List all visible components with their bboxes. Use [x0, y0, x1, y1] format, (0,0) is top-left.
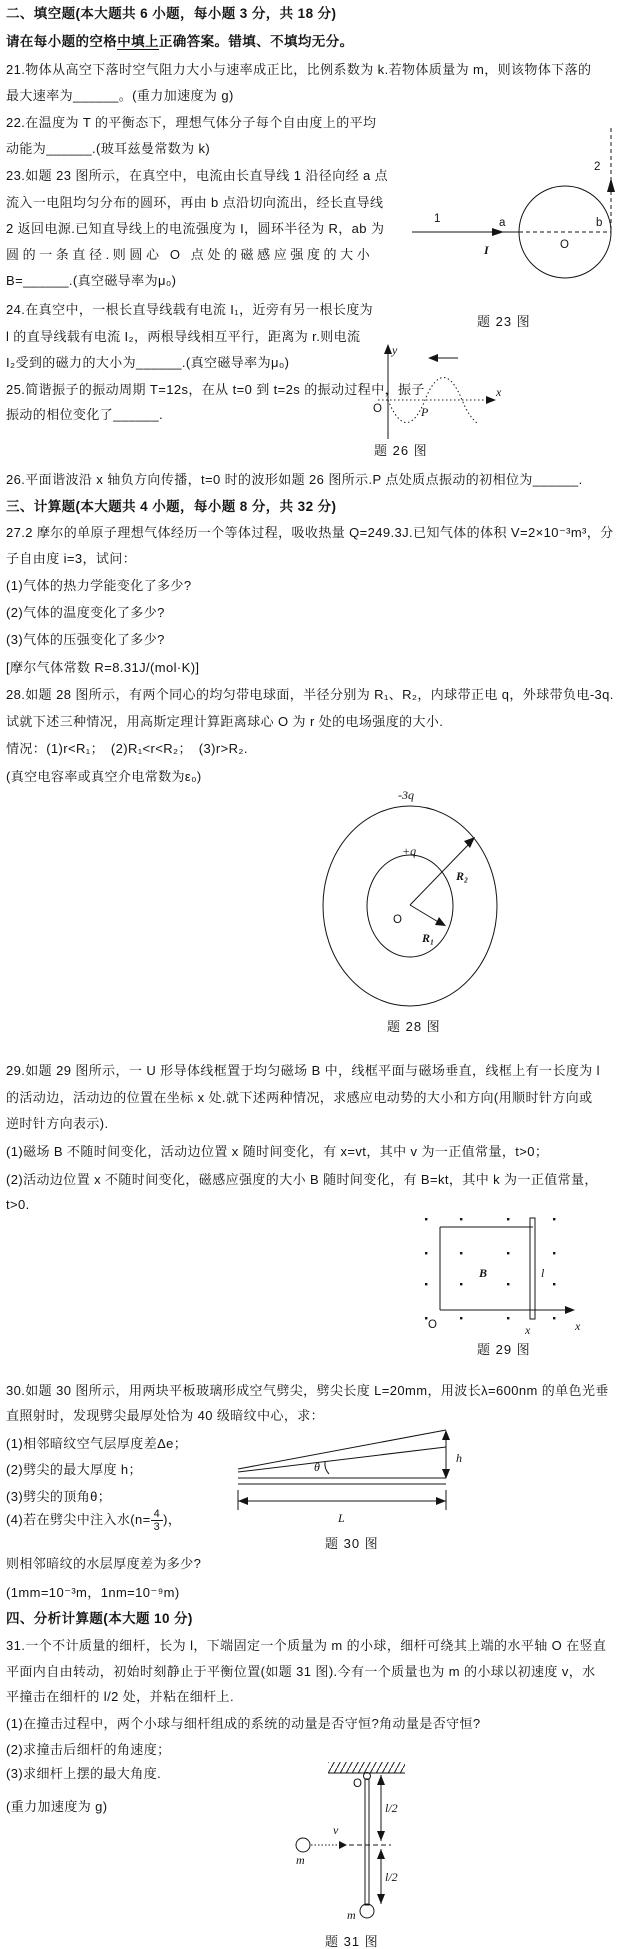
text-line: (真空电容率或真空介电常数为ε₀)	[6, 769, 202, 784]
text-line: 动能为______.(玻耳兹曼常数为 k)	[6, 141, 211, 156]
text-line: 逆时针方向表示).	[6, 1116, 109, 1131]
inner-charge-label: +q	[402, 844, 417, 858]
text-line: l 的直导线载有电流 I₂，两根导线相互平行，距离为 r.则电流	[6, 329, 361, 344]
text-line: (2)求撞击后细杆的角速度；	[6, 1742, 171, 1757]
lower-dim-arrow-top	[377, 1849, 385, 1859]
point-a-label: a	[499, 217, 506, 229]
text-line: 23.如题 23 图所示，在真空中，电流由长直导线 1 沿径向经 a 点	[6, 168, 389, 183]
text-line: (1)在撞击过程中，两个小球与细杆组成的系统的动量是否守恒?角动量是否守恒?	[6, 1716, 481, 1731]
instruction-line	[6, 34, 354, 50]
text-line: 31.一个不计质量的细杆，长为 l，下端固定一个质量为 m 的小球，细杆可绕其上端的水平轴 O 在竖直	[6, 1638, 607, 1653]
figure-23	[400, 118, 628, 318]
figure-28	[312, 782, 512, 1017]
text-line: 29.如题 29 图所示，一 U 形导体线框置于均匀磁场 B 中，线框平面与磁场垂直，线框上有一长度为 l	[6, 1063, 600, 1078]
text-line: (1mm=10⁻³m，1nm=10⁻⁹m)	[6, 1585, 180, 1600]
h-label: h	[456, 1451, 462, 1465]
wire-2-label: 2	[594, 161, 601, 173]
instruction-underlined: 中填上	[117, 34, 159, 49]
radius-r2-label: R₂	[456, 869, 469, 883]
figure-23-caption: 题 23 图	[477, 314, 531, 329]
text-line: (2)活动边位置 x 不随时间变化，磁感应强度的大小 B 随时间变化，有 B=kt，其中 k 为一正值常量，	[6, 1172, 598, 1187]
rod-position-label: x	[525, 1323, 531, 1337]
origin-label: O	[428, 1319, 437, 1331]
x-label: x	[496, 385, 502, 399]
l-arrow-left	[238, 1497, 248, 1505]
text-line: t>0.	[6, 1197, 30, 1212]
outer-charge-label: -3q	[398, 788, 414, 802]
text-line: 二、填空题(本大题共 6 小题，每小题 3 分，共 18 分)	[6, 6, 337, 21]
l-label: L	[338, 1511, 345, 1525]
text-line: (2)劈尖的最大厚度 h；	[6, 1462, 142, 1477]
wire-2-arrow	[607, 178, 615, 192]
figure-28-drawing	[312, 782, 512, 1017]
text-line: (3)求细杆上摆的最大角度.	[6, 1766, 162, 1781]
figure-26-caption: 题 26 图	[374, 443, 428, 458]
current-i-label: I	[484, 243, 489, 257]
outer-sphere	[323, 806, 497, 1006]
figure-26-drawing	[368, 342, 518, 442]
text-line: 26.平面谐波沿 x 轴负方向传播，t=0 时的波形如题 26 图所示.P 点处质点振动的初相位为______.	[6, 472, 583, 487]
x-axis-label: x	[575, 1319, 581, 1333]
wave-curve	[388, 378, 478, 425]
text-line: B=______.(真空磁导率为μ₀)	[6, 273, 177, 288]
figure-28-caption: 题 28 图	[387, 1019, 441, 1034]
figure-30-caption: 题 30 图	[325, 1536, 379, 1551]
figure-29-caption: 题 29 图	[477, 1342, 531, 1357]
top-plate-lower	[238, 1447, 446, 1472]
text-line: 直照射时，发现劈尖最厚处恰为 40 级暗纹中心，求：	[6, 1408, 325, 1423]
lower-length-label: l/2	[385, 1870, 398, 1884]
inner-sphere	[367, 855, 453, 957]
radius-r1-line	[410, 905, 440, 923]
upper-length-label: l/2	[385, 1801, 398, 1815]
text-line: (2)气体的温度变化了多少?	[6, 605, 165, 620]
fraction-numerator: 4	[151, 1508, 164, 1521]
ceiling-hatch	[328, 1762, 405, 1773]
text-line: [摩尔气体常数 R=8.31J/(mol·K)]	[6, 660, 200, 675]
figure-30-drawing	[228, 1422, 478, 1530]
text-line: 25.简谐振子的振动周期 T=12s，在从 t=0 到 t=2s 的振动过程中，振子	[6, 382, 425, 397]
text-line: 24.在真空中，一根长直导线载有电流 I₁，近旁有另一根长度为	[6, 302, 374, 317]
current-arrow	[492, 228, 504, 236]
rod-ball-mass-label: m	[347, 1908, 356, 1922]
x-axis-arrow	[486, 396, 496, 404]
theta-label: θ	[314, 1460, 320, 1474]
text-line: 27.2 摩尔的单原子理想气体经历一个等体过程，吸收热量 Q=249.3J.已知气体的体积 V=2×10⁻³m³，分	[6, 525, 614, 540]
text-line: 三、计算题(本大题共 4 小题，每小题 8 分，共 32 分)	[6, 499, 337, 514]
fraction-4-3	[151, 1508, 164, 1533]
figure-31	[283, 1757, 423, 1932]
text-line: 子自由度 i=3，试问：	[6, 551, 137, 566]
y-label: y	[392, 343, 398, 357]
angle-arc	[325, 1462, 329, 1474]
upper-dim-arrow-top	[377, 1775, 385, 1785]
text-line: 流入一电阻均匀分布的圆环，再由 b 点沿切向流出，经长直导线	[6, 195, 384, 210]
instruction-post: 正确答案。错填、不填均无分。	[158, 34, 354, 49]
radius-r2-arrow	[464, 837, 475, 848]
radius-r1-label: R₁	[422, 931, 435, 945]
text-line: (重力加速度为 g)	[6, 1799, 108, 1814]
figure-29-drawing	[413, 1203, 593, 1343]
figure-31-caption: 题 31 图	[325, 1934, 379, 1949]
text-line: (3)气体的压强变化了多少?	[6, 632, 165, 647]
top-plate-upper	[238, 1430, 446, 1469]
instruction-pre: 请在每小题的空格	[6, 34, 118, 49]
y-axis-arrow	[384, 344, 392, 354]
x-axis-arrow	[565, 1306, 575, 1314]
text-line: 四、分析计算题(本大题 10 分)	[6, 1611, 193, 1626]
h-arrow-up	[442, 1430, 450, 1440]
figure-26	[368, 342, 518, 442]
text-line: (1)磁场 B 不随时间变化，活动边位置 x 随时间变化，有 x=vt，其中 v 为一正值常量，t>0；	[6, 1144, 549, 1159]
text-line: (3)劈尖的顶角θ；	[6, 1489, 112, 1504]
text-line: 28.如题 28 图所示，有两个同心的均匀带电球面，半径分别为 R₁、R₂，内球带正电 q，外球带负电-3q.	[6, 687, 614, 702]
point-b-label: b	[596, 217, 603, 229]
text-line: 的活动边，活动边的位置在坐标 x 处.就下述两种情况，求感应电动势的大小和方向(用顺时针方向或	[6, 1090, 593, 1105]
figure-30	[228, 1422, 478, 1530]
text-line: 试就下述三种情况，用高斯定理计算距离球心 O 为 r 处的电场强度的大小.	[6, 714, 444, 729]
l-arrow-right	[436, 1497, 446, 1505]
text-line: 平面内自由转动，初始时刻静止于平衡位置(如题 31 图).今有一个质量也为 m 的小球以初速度 v，水	[6, 1664, 596, 1679]
center-o-label: O	[393, 914, 402, 926]
field-dots	[425, 1218, 555, 1319]
q30-sub4-line	[6, 1508, 181, 1533]
rod-ball	[360, 1904, 374, 1918]
text-line: I₂受到的磁力的大小为______.(真空磁导率为μ₀)	[6, 355, 290, 370]
incoming-ball	[296, 1838, 310, 1852]
velocity-label: v	[333, 1823, 339, 1837]
pivot-o	[364, 1773, 371, 1780]
velocity-arrow	[339, 1841, 347, 1849]
propagation-arrow	[428, 354, 438, 362]
fraction-denominator: 3	[153, 1521, 161, 1534]
rod-length-label: l	[541, 1266, 545, 1280]
figure-31-drawing	[283, 1757, 423, 1932]
figure-23-drawing	[400, 118, 628, 318]
q30-frac-pre: (4)若在劈尖中注入水(n=	[6, 1512, 151, 1528]
point-p-label: P	[421, 405, 429, 419]
pivot-o-label: O	[353, 1778, 362, 1790]
q30-frac-post: )，	[163, 1512, 182, 1528]
text-line: (1)相邻暗纹空气层厚度差Δe；	[6, 1436, 188, 1451]
lower-dim-arrow-bottom	[377, 1894, 385, 1904]
text-line: 振动的相位变化了______.	[6, 407, 163, 422]
center-o-label: O	[560, 239, 569, 251]
figure-29	[413, 1203, 593, 1343]
upper-dim-arrow-bottom	[377, 1831, 385, 1841]
ball-mass-label: m	[296, 1853, 305, 1867]
rod	[365, 1779, 369, 1905]
text-line: 2 返回电源.已知直导线上的电流强度为 I，圆环半径为 R，ab 为	[6, 221, 385, 236]
wire-1-label: 1	[434, 213, 441, 225]
text-line: (1)气体的热力学能变化了多少?	[6, 578, 192, 593]
origin-label: O	[373, 403, 382, 415]
text-line: 圆的一条直径.则圆心 O 点处的磁感应强度的大小	[6, 247, 374, 262]
sliding-rod	[530, 1218, 535, 1319]
text-line: 则相邻暗纹的水层厚度差为多少?	[6, 1556, 202, 1571]
text-line: 22.在温度为 T 的平衡态下，理想气体分子每个自由度上的平均	[6, 115, 377, 130]
field-b-label: B	[479, 1266, 488, 1280]
text-line: 平撞击在细杆的 l/2 处，并粘在细杆上.	[6, 1689, 234, 1704]
text-line: 21.物体从高空下落时空气阻力大小与速率成正比，比例系数为 k.若物体质量为 m，则该物体下落的	[6, 62, 592, 77]
text-line: 30.如题 30 图所示，用两块平板玻璃形成空气劈尖，劈尖长度 L=20mm，用波长λ=600nm 的单色光垂	[6, 1383, 609, 1398]
text-line: 情况：(1)r<R₁； (2)R₁<r<R₂； (3)r>R₂.	[6, 741, 248, 756]
text-line: 最大速率为______。(重力加速度为 g)	[6, 88, 234, 103]
